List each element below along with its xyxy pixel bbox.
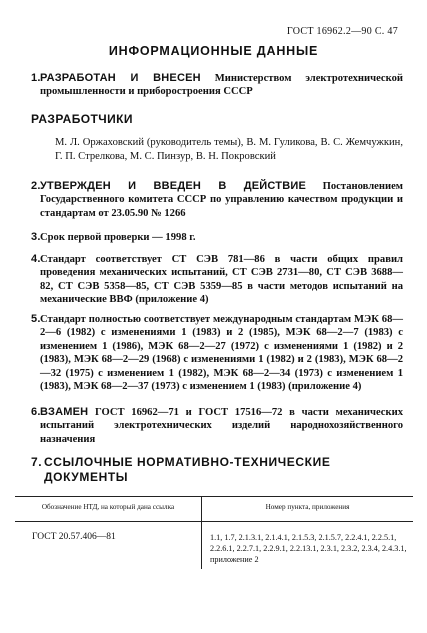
section-lead: ВЗАМЕН xyxy=(40,406,89,418)
section-number: 5. xyxy=(31,313,41,325)
column-header-ntd: Обозначение НТД, на который дана ссылка xyxy=(15,497,202,522)
section-number: 2. xyxy=(31,180,41,192)
table-cell-items: 1.1, 1.7, 2.1.3.1, 2.1.4.1, 2.1.5.3, 2.1.5.7, 2.2.4.1, 2.2.5.1, 2.2.6.1, 2.2.7.1, 2.2.9.1, 2.2.13.1, 2.3.1, 2.3.2, 2.3.4, 2.4.3.1, приложение 2 xyxy=(210,533,407,564)
table-row xyxy=(15,522,413,570)
developers-title: РАЗРАБОТЧИКИ xyxy=(31,112,133,126)
section-text: Постановлением Государственного комитета СССР по управлению качеством продукции и стандартам от 23.05.90 № 1266 xyxy=(40,181,403,219)
section-text: Стандарт соответствует СТ СЭВ 781—86 в части общих правил проведения механических испытаний, СТ СЭВ 2731—80, СТ СЭВ 3688—82, СТ СЭВ 5358—85, СТ СЭВ 5359—85 в части методов испытаний на механические ВВФ (приложение 4) xyxy=(40,254,403,306)
section-3 xyxy=(31,231,403,244)
section-text: ССЫЛОЧНЫЕ НОРМАТИВНО-ТЕХНИЧЕСКИЕ ДОКУМЕНТЫ xyxy=(44,455,331,484)
page-header: ГОСТ 16962.2—90 С. 47 xyxy=(286,26,398,37)
table-header-row xyxy=(15,497,413,522)
section-number: 7. xyxy=(31,455,43,469)
section-number: 4. xyxy=(31,253,41,265)
section-lead: УТВЕРЖДЕН И ВВЕДЕН В ДЕЙСТВИЕ xyxy=(40,180,306,192)
section-5 xyxy=(31,313,403,393)
section-6 xyxy=(31,406,403,446)
table-cell-ntd: ГОСТ 20.57.406—81 xyxy=(15,522,202,570)
section-number: 1. xyxy=(31,72,41,84)
section-1 xyxy=(31,72,403,99)
section-lead: РАЗРАБОТАН И ВНЕСЕН xyxy=(40,72,201,84)
section-text: Срок первой проверки — 1998 г. xyxy=(40,232,196,243)
developers-list: М. Л. Оржаховский (руководитель темы), В. М. Гуликова, В. С. Жемчужкин, Г. П. Стрелкова, М. С. Пинзур, В. Н. Покровский xyxy=(55,137,403,162)
section-text: Стандарт полностью соответствует международным стандартам МЭК 68—2—6 (1982) с изменениями 1 (1983) и 2 (1985), МЭК 68—2—7 (1983) с изменением 1 (1986), МЭК 68—2—27 (1972) с изменениями 1 (1982) и 2 (1983), МЭК 68—2—29 (1968) с изменениями 1 (1982) и 2 (1983), МЭК 68—2—32 (1975) с изменением 1 (1982), МЭК 68—2—34 (1973) с изменением 1 (1983), МЭК 68—2—37 (1973) с изменением 1 (1983) (приложение 4) xyxy=(40,314,403,393)
section-2 xyxy=(31,180,403,220)
reference-table xyxy=(15,496,413,569)
page-title: ИНФОРМАЦИОННЫЕ ДАННЫЕ xyxy=(108,44,319,58)
section-4 xyxy=(31,253,403,307)
section-number: 6. xyxy=(31,406,41,418)
section-number: 3. xyxy=(31,231,41,243)
section-7 xyxy=(31,455,403,485)
column-header-items: Номер пункта, приложения xyxy=(202,497,414,522)
section-text: Министерством электротехнической промышленности и приборостроения СССР xyxy=(40,73,403,98)
section-text: ГОСТ 16962—71 и ГОСТ 17516—72 в части механических испытаний электротехнических изделий народнохозяйственного назначения xyxy=(40,407,403,445)
